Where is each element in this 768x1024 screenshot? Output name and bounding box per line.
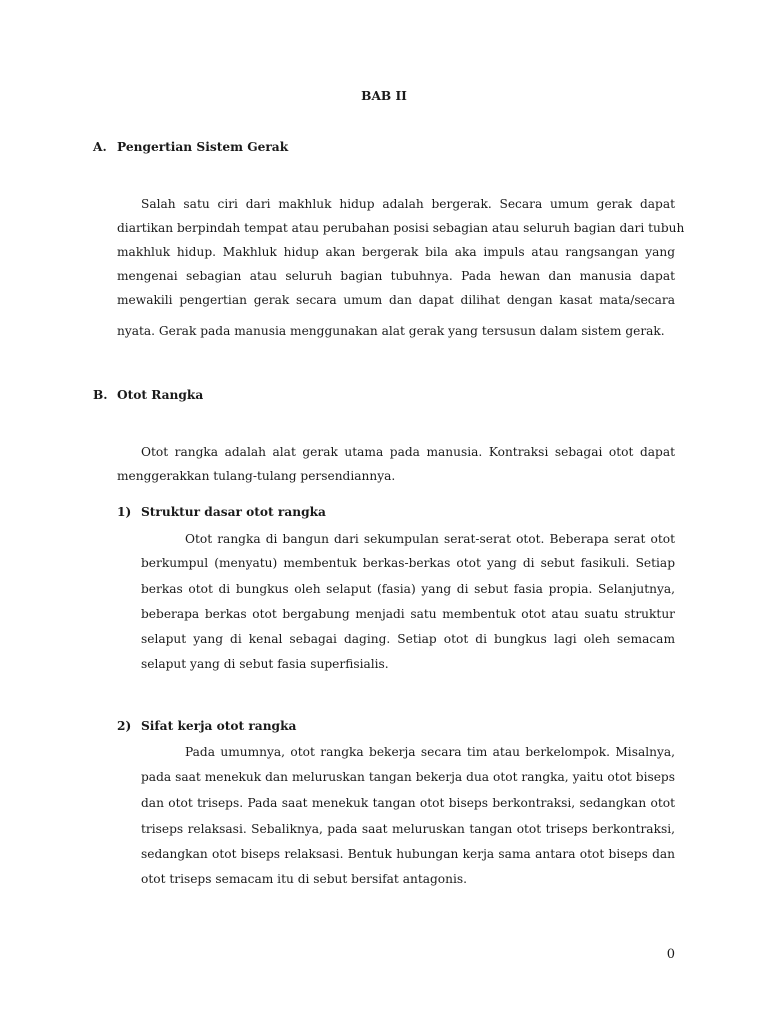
sub1-line: beberapa berkas otot bergabung menjadi satu membentuk otot atau suatu struktur <box>141 607 675 621</box>
sub2-line: Pada umumnya, otot rangka bekerja secara tim atau berkelompok. Misalnya, <box>185 745 675 759</box>
section-a-line: makhluk hidup. Makhluk hidup akan bergerak bila aka impuls atau rangsangan yang <box>117 245 675 259</box>
sub1-line: berkas otot di bungkus oleh selaput (fasia) yang di sebut fasia propia. Selanjutnya, <box>141 582 675 596</box>
sub1-line: selaput yang di kenal sebagai daging. Setiap otot di bungkus lagi oleh semacam <box>141 632 675 646</box>
section-a-line: diartikan berpindah tempat atau perubahan posisi sebagian atau seluruh bagian dari tubuh <box>117 221 685 235</box>
sub1-heading: Struktur dasar otot rangka <box>141 505 326 519</box>
section-a-line: nyata. Gerak pada manusia menggunakan alat gerak yang tersusun dalam sistem gerak. <box>117 324 665 338</box>
chapter-title: BAB II <box>361 89 407 103</box>
sub1-label: 1) <box>117 505 132 519</box>
sub1-line: selaput yang di sebut fasia superfisialis. <box>141 657 389 671</box>
sub2-label: 2) <box>117 719 132 733</box>
section-a-heading: Pengertian Sistem Gerak <box>117 140 289 154</box>
section-a-label: A. <box>93 140 107 154</box>
section-a-line: mewakili pengertian gerak secara umum dan dapat dilihat dengan kasat mata/secara <box>117 293 675 307</box>
sub2-line: pada saat menekuk dan meluruskan tangan bekerja dua otot rangka, yaitu otot biseps <box>141 770 675 784</box>
section-b-heading: Otot Rangka <box>117 388 204 402</box>
sub2-line: triseps relaksasi. Sebaliknya, pada saat meluruskan tangan otot triseps berkontraksi, <box>141 822 675 836</box>
section-b-line: menggerakkan tulang-tulang persendiannya. <box>117 469 396 483</box>
section-a-line: Salah satu ciri dari makhluk hidup adalah bergerak. Secara umum gerak dapat <box>141 197 675 211</box>
sub1-line: berkumpul (menyatu) membentuk berkas-berkas otot yang di sebut fasikuli. Setiap <box>141 556 675 570</box>
sub2-line: sedangkan otot biseps relaksasi. Bentuk hubungan kerja sama antara otot biseps dan <box>141 847 675 861</box>
page-number: 0 <box>666 947 675 962</box>
sub2-line: dan otot triseps. Pada saat menekuk tangan otot biseps berkontraksi, sedangkan otot <box>141 796 675 810</box>
section-b-label: B. <box>93 388 108 402</box>
section-b-line: Otot rangka adalah alat gerak utama pada manusia. Kontraksi sebagai otot dapat <box>141 445 675 459</box>
section-a-line: mengenai sebagian atau seluruh bagian tubuhnya. Pada hewan dan manusia dapat <box>117 269 675 283</box>
sub1-line: Otot rangka di bangun dari sekumpulan serat-serat otot. Beberapa serat otot <box>185 532 675 546</box>
sub2-heading: Sifat kerja otot rangka <box>141 719 297 733</box>
sub2-line: otot triseps semacam itu di sebut bersifat antagonis. <box>141 872 467 886</box>
